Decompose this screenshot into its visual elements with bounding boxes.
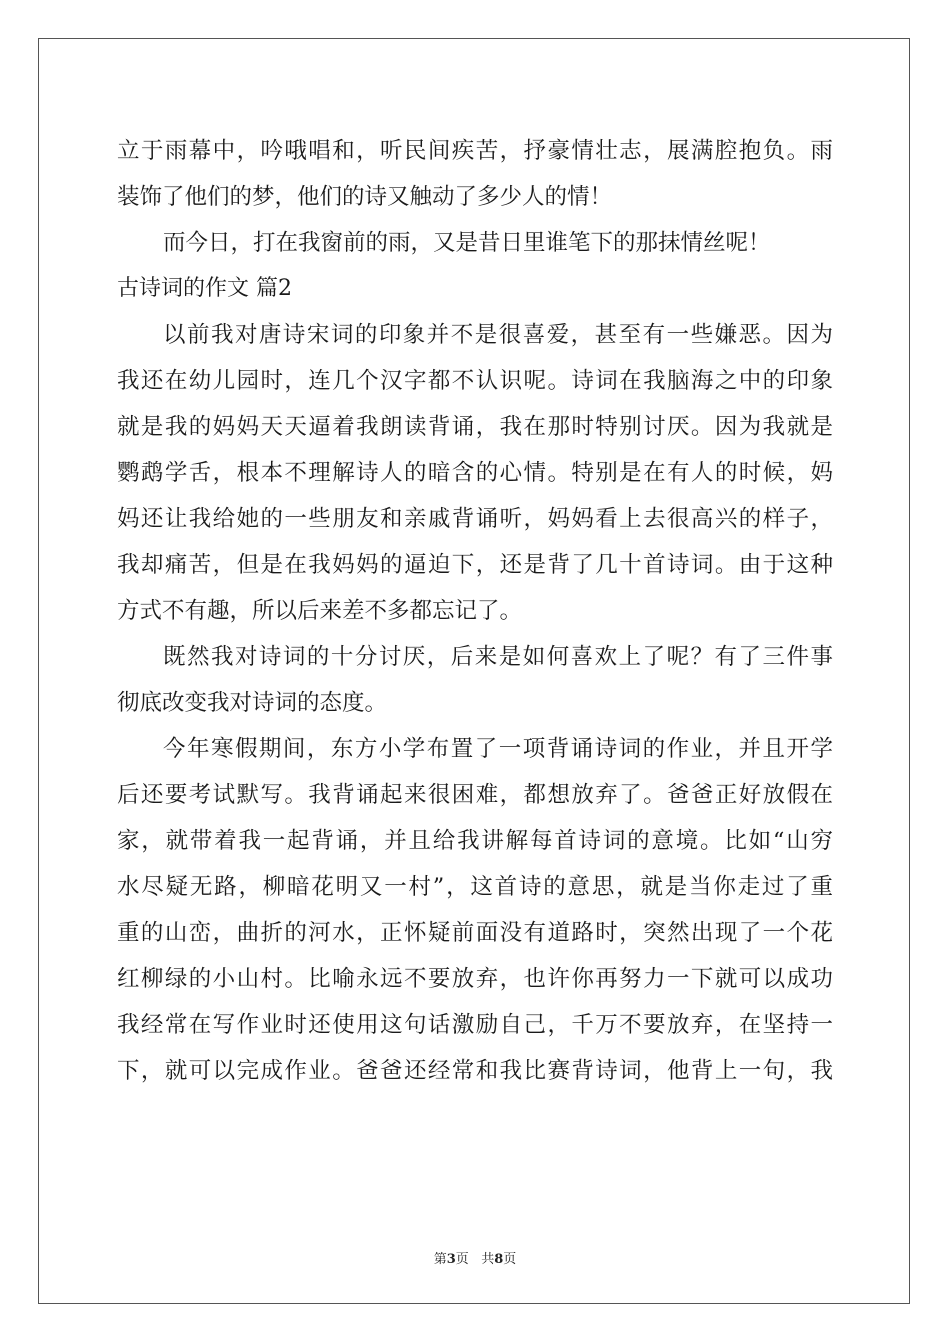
text-line: 今年寒假期间，东方小学布置了一项背诵诗词的作业，并且开学 <box>163 736 833 762</box>
footer-total-prefix: 共 <box>481 1252 495 1267</box>
current-page-number: 3 <box>446 1252 456 1267</box>
text-line: 我却痛苦，但是在我妈妈的逼迫下，还是背了几十首诗词。由于这种 <box>117 552 833 578</box>
text-line: 彻底改变我对诗词的态度。 <box>117 690 388 716</box>
text-line: 下，就可以完成作业。爸爸还经常和我比赛背诗词，他背上一句，我 <box>117 1058 833 1084</box>
total-pages-number: 8 <box>494 1252 504 1267</box>
text-line: 立于雨幕中，吟哦唱和，听民间疾苦，抒豪情壮志，展满腔抱负。雨 <box>117 138 833 164</box>
text-line: 水尽疑无路，柳暗花明又一村”，这首诗的意思，就是当你走过了重 <box>117 874 833 900</box>
text-line: 我经常在写作业时还使用这句话激励自己，千万不要放弃，在坚持一 <box>117 1012 833 1038</box>
text-line: 既然我对诗词的十分讨厌，后来是如何喜欢上了呢？有了三件事 <box>163 644 833 670</box>
text-line: 就是我的妈妈天天逼着我朗读背诵，我在那时特别讨厌。因为我就是 <box>117 414 833 440</box>
text-line: 装饰了他们的梦，他们的诗又触动了多少人的情！ <box>117 184 613 210</box>
text-line: 方式不有趣，所以后来差不多都忘记了。 <box>117 598 523 624</box>
footer-total-unit: 页 <box>503 1252 517 1267</box>
footer-page-unit: 页 <box>455 1252 469 1267</box>
text-line: 鹦鹉学舌，根本不理解诗人的暗含的心情。特别是在有人的时候，妈 <box>117 460 833 486</box>
text-line: 而今日，打在我窗前的雨，又是昔日里谁笔下的那抹情丝呢！ <box>163 230 771 256</box>
text-line: 妈还让我给她的一些朋友和亲戚背诵听，妈妈看上去很高兴的样子， <box>117 506 833 532</box>
text-line: 红柳绿的小山村。比喻永远不要放弃，也许你再努力一下就可以成功 <box>117 966 833 992</box>
page-footer <box>0 1248 950 1267</box>
text-line: 我还在幼儿园时，连几个汉字都不认识呢。诗词在我脑海之中的印象 <box>117 368 833 394</box>
text-line: 以前我对唐诗宋词的印象并不是很喜爱，甚至有一些嫌恶。因为 <box>163 322 833 348</box>
text-line: 后还要考试默写。我背诵起来很困难，都想放弃了。爸爸正好放假在 <box>117 782 833 808</box>
text-line: 重的山峦，曲折的河水，正怀疑前面没有道路时，突然出现了一个花 <box>117 920 833 946</box>
section-heading: 古诗词的作文 篇2 <box>117 276 292 301</box>
document-body <box>117 128 833 1094</box>
text-line: 家，就带着我一起背诵，并且给我讲解每首诗词的意境。比如“山穷 <box>117 828 833 854</box>
footer-prefix: 第 <box>433 1252 447 1267</box>
